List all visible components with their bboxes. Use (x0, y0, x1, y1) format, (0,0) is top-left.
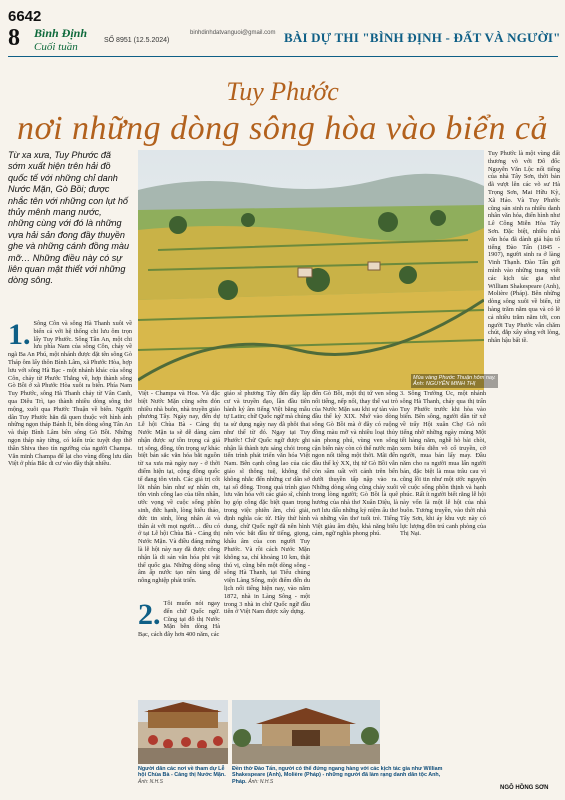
column-3-text: giáo sĩ phương Tây đến đây lập cư và truyền đạo, lần đầu tiên hành ký âm tiếng Việt bằng mẫu tự Latin; chữ Quốc ngữ mà chúng ta sử dụng ngày nay đã phôi thai như thế từ đó. Ngay tại Tuy Phước! Chữ Quốc ngữ được ghi nhận là thành tựu sáng chói trong tiến trình phát triển văn hóa Việt Nam. Bên cạnh công lao của các giáo sĩ thông tuệ, không thể không nhắc đến những cư dân sở tại số đông. Trong quá trình giao lưu văn hóa với các giáo sĩ, chính họ góp công đặc biệt quan trọng trong việc phiên âm, chú giải, định nghĩa các từ. Hãy thử hình dung, chữ Quốc ngữ đã nên hình nên vóc bắt đầu từ tiếng, giọng, khẩu âm của con người Tuy Phước. Và rồi cách Nước Mặn không xa, chỉ khoảng 10 km, thật thú vị, cũng bên một dòng sông - sông Hà Thanh, tại Tiểu chủng viện Làng Sông, một điểm đến du lịch nổi tiếng hiện nay, vào năm 1872, nhà in Làng Sông - một trong 3 nhà in chữ Quốc ngữ đầu tiên ở Việt Nam được xây dựng. (224, 390, 310, 616)
section-title: BÀI DỰ THI "BÌNH ĐỊNH - ĐẤT VÀ NGƯỜI" (284, 30, 561, 45)
right-caption-text: Đền thờ Đào Tấn, người có thể đứng ngang hàng với các kịch tác gia như William Shakespeare (Anh), Molière (Pháp) - những người đã làm rạng danh dân tộc Anh, Pháp. (232, 766, 443, 785)
issue-number: SỐ 8951 (12.5.2024) (104, 37, 170, 44)
temple-photo-caption (232, 766, 452, 785)
header-rule (8, 56, 558, 57)
main-photo-rice-fields (138, 150, 484, 390)
main-photo-caption (411, 374, 498, 388)
column-5-text: 3. Sông Trường Úc, một nhánh sông Hà Thanh, chảy qua thị trấn Tuy Phước trước khi hòa vào biển. Bên sông, người dân từ xứ về trẩy Hội xuân Chợ Gò nổi tiếng nhờ những ngày mùng Một tết hàng năm, nghề hò bài chòi, xem biểu diễn võ cổ truyền, cờ người, mua bán lấy may. Đầu năm cho ra người mua lấn người bán, đặc biệt là mua trâu cau vì cũng lồi tin như một ước nguyện về cuộc sống phồn thịnh và hạnh phúc. Rất ít người biết rằng lễ hội này vốn là một lễ hội của nhà buôn. Tương truyền, vào thời nhà Tây Sơn, khi áy khu vực này có lực lượng đồn trú canh phòng của Thị Nại. (400, 390, 486, 538)
brand-name: Bình Định (34, 26, 88, 40)
headline-line-2: nơi những dòng sông hòa vào biển cả (16, 110, 549, 147)
article-column-3 (224, 390, 310, 695)
page-code: 6642 (8, 8, 42, 25)
left-photo-credit: Ảnh: N.H.S (138, 778, 164, 785)
right-photo-credit: Ảnh: N.H.S (248, 778, 274, 785)
column-2b-text: Tôi muốn nói ngay đến chữ Quốc ngữ. Cũng tại đô thị Nước Mặn bên dòng Hà Bạc, cách đây hơn 400 năm, các (138, 600, 220, 639)
festival-photo-caption (138, 766, 228, 785)
column-2-text: Việt - Champa và Hoa. Và đặc biệt Nước Mặn cũng sớm đón nhiều nhà buôn, nhà truyền giáo phương Tây. Ngày nay, đến dự Lễ hội Chùa Bà - Cảng thị Nước Mặn ta sẽ dễ dàng cảm nhận được sự tồn trọng cả giá trị sông, đồng, tôn trọng sự khác biệt bản sắc văn hóa bắt nguồn từ xa xưa mà ngày nay - ở thời điểm hiện tại, cộng đồng quốc tế đang tôn vinh. Các giá trị cốt lõi nhân bản như sự nhân ơn, tôn vinh công lao của tiền nhân, ước vọng về cuộc sống phồn sinh, đức hạnh, lòng hiếu thảo, đức tin sinh, lòng nhân ái và thân ái với mọi người… đều có ở tại Lễ hội Chùa Bà - Cảng thị Nước Mặn. Và điều đáng mừng là lễ hội này nay đã được công nhận là di sản văn hóa phi vật thể quốc gia. Những dòng sông âm ấp nước tạo nên tảng để nông nghiệp phát triển. (138, 390, 220, 585)
dao-tan-temple-photo (232, 700, 380, 764)
article-column-4 (312, 390, 398, 695)
brand-sub: Cuối tuần (34, 41, 78, 53)
author-name: NGÔ HỒNG SƠN (500, 785, 549, 791)
article-column-5 (400, 390, 486, 695)
contact-email[interactable]: binhdinhdatvanguoi@gmail.com (190, 30, 276, 36)
left-caption-text: Người dân các nơi về tham dự Lễ hội Chùa Bà - Cảng thị Nước Mặn. (138, 766, 226, 779)
column-4-text: đến Gò Bồi, một thị tứ ven sông nổi tiếng, nếp nổi, thay thế vai trò của Nước Mặn sau khi sự tàn vào đầu thế kỷ XIX. Nhớ vào dòng sông Gò Bồi mà ở đây có ruộng đồng màu mỡ và nhiều loại thủy sản phong phú, vùng ven sông cận biển này còn có thể nước mặn ngon nổi tiếng một thời. Mãi đến đầu thế kỷ XX, thị tứ Gò Bồi vẫn còn sầm uất với cảnh trên bến dưới thuyền tấp nập vào ra. Những dòng sông cũng chảy xuôi trong lòng người; Gò Bồi là quê hương của nhà thơ Xuân Diệu, là nơi lưu dấu những kỷ niệm ấu thơ và những vần thơ tuổi trẻ. Tiếng Việt giàu âm điệu, khả năng biểu cảm, ngữ nghĩa phong phú. (312, 390, 398, 538)
column-1-text: Sông Côn và sông Hà Thanh xuôi về biển cả với hệ thống chi lưu ôm trọn lấy Tuy Phước. Sông Tân An, một chi lưu phía Nam của sông Côn, chảy về ngã Ba An Phú, một nhánh được đặt tên sông Gò Tháp ôm lấy thôn Bình Lâm, xã Phước Hòa, hợp lưu với sông Hà Bạc - một nhánh khác của sông Côn, chảy từ Phước Thắng về, hợp thành sông Gò Bồi ở xã Phước Hòa xuôi ra biển. Phía Nam Tuy Phước, sông Hà Thanh chảy từ Vân Canh, qua Diêu Trì, tạo thành nhiều dòng sông thơ mộng, xuôi qua Phước Thuận về biển. Người dân Tuy Phước hẳn đã quen thuộc với hình ảnh những ngọn tháp Bánh Ít, bên dòng sông Tân An và tháp Bình Lâm bên sông Gò Bồi. Những ngọn tháp này từng, có kiến trúc tuyệt đẹp thờ thần Shiva theo tín ngưỡng của người Champa. Văn minh Champa để lại cho vùng đồng lưu dân Việt ở phía Bắc di cư vào đây thật nhiều. (8, 320, 132, 468)
article-column-2b (138, 600, 220, 695)
article-column-1 (8, 320, 132, 775)
main-photo-credit: Ảnh: NGUYỄN MINH THỊ (413, 381, 476, 387)
brand-logo (34, 26, 87, 53)
main-caption-text: Mùa vàng Phước Thuận hôm nay. (413, 375, 496, 381)
lead-paragraph: Từ xa xưa, Tuy Phước đã sớm xuất hiện trên hải đồ quốc tế với những chỉ danh Nước Mặn, Gò Bồi; được nhắc tên với những con lụt hố thủy mênh mang nước, những cùng với đó là những vựa hải sản đong đầy thuyền ghe và những cánh đồng màu mỡ… Những điều này có sự liên quan mật thiết với những dòng sông. (8, 150, 130, 286)
section-number-2: 2. (138, 600, 161, 631)
article-column-6 (488, 150, 560, 780)
page-number: 8 (8, 25, 20, 51)
section-number-1: 1. (8, 320, 31, 351)
headline-line-1: Tuy Phước (226, 77, 339, 106)
column-6-text: Tuy Phước là một vùng đất thương võ với Đô đốc Nguyễn Văn Lộc nổi tiếng của nhà Tây Sơn, thời bản đã vượt lên các võ sư Hà Trọng Sơn, Mai Hữu Kỳ, Xã Hảo. Và Tuy Phước cũng sản sinh ra nhiều danh nhân văn hóa, điển hình như Lê Công Miễn Hòa Tây Sơn. Đặc biệt, nhiều nhà văn hóa đã dành giả hậu tổ tiếng Đào Tấn (1845 - 1907), người sinh ra ở làng Vinh Thạnh. Đào Tấn gửi mình vào những trang viết các kịch tác gia như William Shakespeare (Anh), Molière (Pháp). Bên những dòng sông xuôi về biển, từ hàng trăm năm qua và có lẽ cả nhiều trăm năm tới, con người Tuy Phước vẫn chăm chút, đắp xây sông với lòng, nhân hậu bất tề. (488, 150, 560, 345)
festival-photo (138, 700, 228, 764)
